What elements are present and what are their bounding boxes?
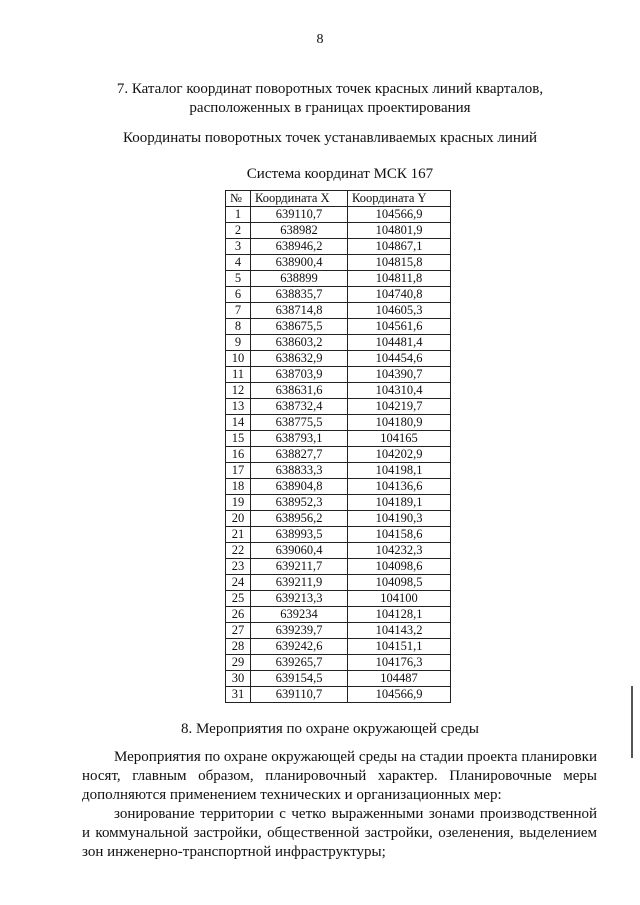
cell-coordinate-x: 639234 (251, 607, 348, 623)
table-row (226, 415, 451, 431)
table-row (226, 655, 451, 671)
cell-coordinate-y: 104098,5 (348, 575, 451, 591)
cell-coordinate-x: 638982 (251, 223, 348, 239)
table-row (226, 639, 451, 655)
table-row (226, 511, 451, 527)
table-row (226, 335, 451, 351)
cell-coordinate-y: 104128,1 (348, 607, 451, 623)
cell-coordinate-y: 104136,6 (348, 479, 451, 495)
table-row (226, 239, 451, 255)
cell-coordinate-y: 104566,9 (348, 207, 451, 223)
cell-number: 25 (226, 591, 251, 607)
cell-coordinate-y: 104811,8 (348, 271, 451, 287)
cell-coordinate-y: 104180,9 (348, 415, 451, 431)
table-row (226, 271, 451, 287)
cell-coordinate-x: 639239,7 (251, 623, 348, 639)
cell-coordinate-y: 104190,3 (348, 511, 451, 527)
table-row (226, 447, 451, 463)
cell-number: 8 (226, 319, 251, 335)
cell-coordinate-y: 104198,1 (348, 463, 451, 479)
table-row (226, 383, 451, 399)
cell-coordinate-y: 104165 (348, 431, 451, 447)
cell-coordinate-y: 104158,6 (348, 527, 451, 543)
cell-coordinate-y: 104232,3 (348, 543, 451, 559)
table-row (226, 319, 451, 335)
cell-number: 9 (226, 335, 251, 351)
cell-coordinate-x: 638714,8 (251, 303, 348, 319)
cell-number: 2 (226, 223, 251, 239)
coordinate-system-label: Система координат МСК 167 (246, 166, 434, 182)
cell-coordinate-y: 104487 (348, 671, 451, 687)
table-row (226, 367, 451, 383)
cell-number: 22 (226, 543, 251, 559)
table-row (226, 479, 451, 495)
margin-mark (631, 686, 633, 758)
cell-coordinate-y: 104815,8 (348, 255, 451, 271)
cell-number: 5 (226, 271, 251, 287)
table-row (226, 687, 451, 703)
cell-coordinate-y: 104561,6 (348, 319, 451, 335)
section7-title-line2: расположенных в границах проектирования (189, 100, 471, 116)
cell-number: 10 (226, 351, 251, 367)
section7-title-line1: 7. Каталог координат поворотных точек красных линий кварталов, (116, 81, 544, 97)
table-row (226, 463, 451, 479)
table-row (226, 527, 451, 543)
table-row (226, 255, 451, 271)
table-row (226, 575, 451, 591)
table-row (226, 591, 451, 607)
table-header-row (226, 191, 451, 207)
cell-number: 26 (226, 607, 251, 623)
cell-coordinate-y: 104566,9 (348, 687, 451, 703)
cell-coordinate-y: 104098,6 (348, 559, 451, 575)
cell-coordinate-y: 104801,9 (348, 223, 451, 239)
cell-number: 30 (226, 671, 251, 687)
cell-coordinate-x: 638899 (251, 271, 348, 287)
table-row (226, 543, 451, 559)
table-row (226, 623, 451, 639)
cell-coordinate-y: 104219,7 (348, 399, 451, 415)
cell-coordinate-x: 638833,3 (251, 463, 348, 479)
cell-number: 24 (226, 575, 251, 591)
cell-number: 15 (226, 431, 251, 447)
section7-title (60, 80, 600, 118)
cell-number: 7 (226, 303, 251, 319)
cell-number: 11 (226, 367, 251, 383)
paragraph-measures: Мероприятия по охране окружающей среды на стадии проекта планировки носят, главным образом, планировочный характер. Планировочные меры дополняются применением технических и организационных мер: (82, 749, 597, 803)
cell-coordinate-x: 638632,9 (251, 351, 348, 367)
cell-number: 13 (226, 399, 251, 415)
cell-coordinate-y: 104390,7 (348, 367, 451, 383)
cell-coordinate-x: 638946,2 (251, 239, 348, 255)
cell-coordinate-y: 104151,1 (348, 639, 451, 655)
cell-coordinate-x: 638631,6 (251, 383, 348, 399)
cell-coordinate-x: 639110,7 (251, 687, 348, 703)
cell-coordinate-x: 639154,5 (251, 671, 348, 687)
cell-coordinate-y: 104100 (348, 591, 451, 607)
cell-coordinate-y: 104454,6 (348, 351, 451, 367)
table-row (226, 287, 451, 303)
table-row (226, 559, 451, 575)
cell-coordinate-y: 104867,1 (348, 239, 451, 255)
cell-coordinate-x: 638952,3 (251, 495, 348, 511)
table-row (226, 223, 451, 239)
cell-number: 28 (226, 639, 251, 655)
cell-coordinate-y: 104481,4 (348, 335, 451, 351)
cell-coordinate-x: 638956,2 (251, 511, 348, 527)
table-row (226, 399, 451, 415)
cell-number: 18 (226, 479, 251, 495)
cell-number: 21 (226, 527, 251, 543)
cell-number: 31 (226, 687, 251, 703)
cell-coordinate-y: 104605,3 (348, 303, 451, 319)
cell-coordinate-y: 104189,1 (348, 495, 451, 511)
section8-title: 8. Мероприятия по охране окружающей среды (181, 721, 479, 737)
cell-coordinate-x: 639211,7 (251, 559, 348, 575)
table-body (226, 207, 451, 703)
table-subtitle: Координаты поворотных точек устанавливаемых красных линий (122, 130, 538, 146)
cell-coordinate-x: 638793,1 (251, 431, 348, 447)
cell-coordinate-x: 638993,5 (251, 527, 348, 543)
cell-coordinate-y: 104143,2 (348, 623, 451, 639)
cell-number: 14 (226, 415, 251, 431)
cell-coordinate-x: 639242,6 (251, 639, 348, 655)
table-row (226, 431, 451, 447)
header-coordinate-y: Координата Y (348, 191, 451, 207)
cell-number: 1 (226, 207, 251, 223)
cell-coordinate-x: 638603,2 (251, 335, 348, 351)
cell-number: 17 (226, 463, 251, 479)
cell-number: 20 (226, 511, 251, 527)
cell-number: 4 (226, 255, 251, 271)
coordinates-table (225, 190, 451, 703)
table-row (226, 207, 451, 223)
cell-coordinate-x: 638775,5 (251, 415, 348, 431)
header-coordinate-x: Координата X (251, 191, 348, 207)
cell-coordinate-x: 638904,8 (251, 479, 348, 495)
cell-coordinate-y: 104740,8 (348, 287, 451, 303)
cell-number: 29 (226, 655, 251, 671)
cell-number: 3 (226, 239, 251, 255)
table-row (226, 303, 451, 319)
cell-coordinate-x: 638675,5 (251, 319, 348, 335)
cell-coordinate-y: 104310,4 (348, 383, 451, 399)
cell-coordinate-y: 104176,3 (348, 655, 451, 671)
cell-coordinate-x: 638900,4 (251, 255, 348, 271)
cell-number: 27 (226, 623, 251, 639)
cell-coordinate-x: 638835,7 (251, 287, 348, 303)
table-row (226, 351, 451, 367)
cell-coordinate-x: 638732,4 (251, 399, 348, 415)
cell-coordinate-y: 104202,9 (348, 447, 451, 463)
cell-coordinate-x: 639211,9 (251, 575, 348, 591)
cell-number: 16 (226, 447, 251, 463)
cell-coordinate-x: 639213,3 (251, 591, 348, 607)
cell-coordinate-x: 639060,4 (251, 543, 348, 559)
cell-number: 19 (226, 495, 251, 511)
cell-number: 12 (226, 383, 251, 399)
cell-number: 23 (226, 559, 251, 575)
paragraph-zoning: зонирование территории с четко выраженными зонами производственной и коммунальной застройки, общественной застройки, озеленения, выделением зон инженерно-транспортной инфраструктуры; (82, 806, 597, 860)
page-number: 8 (316, 32, 324, 47)
cell-coordinate-x: 639265,7 (251, 655, 348, 671)
table-row (226, 495, 451, 511)
header-number: № (226, 191, 251, 207)
cell-number: 6 (226, 287, 251, 303)
cell-coordinate-x: 638703,9 (251, 367, 348, 383)
table-row (226, 607, 451, 623)
cell-coordinate-x: 639110,7 (251, 207, 348, 223)
cell-coordinate-x: 638827,7 (251, 447, 348, 463)
table-row (226, 671, 451, 687)
